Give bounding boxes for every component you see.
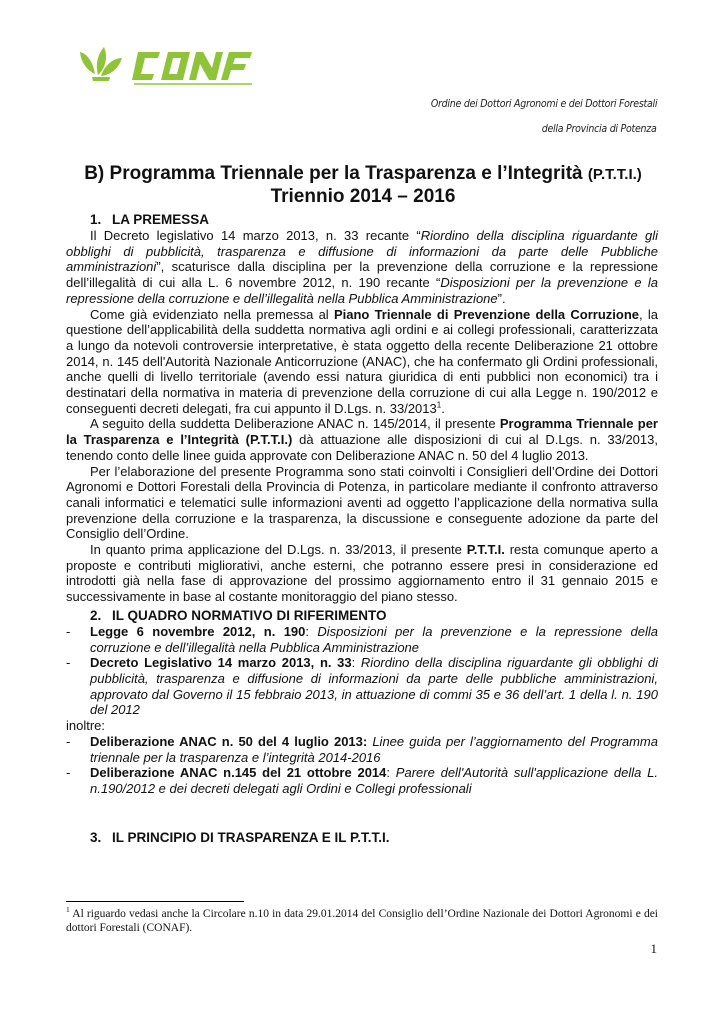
list-item: - Deliberazione ANAC n.145 del 21 ottobre 2014: Parere dell'Autorità sull'applicazione della L. n.190/2012 e dei decreti delegati agli Ordini e Collegi professionali [66, 765, 658, 796]
section-heading-3: 3. IL PRINCIPIO DI TRASPARENZA E IL P.T.T.I. [90, 829, 390, 845]
paragraph-5: In quanto prima applicazione del D.Lgs. n. 33/2013, il presente P.T.T.I. resta comunque aperto a proposte e contributi migliorativi, anche esterni, che potranno essere presi in considerazione ed introdotti già nella fase di approvazione del prossimo aggiornamento entro il 31 gennaio 2015 e successivamente in base al costante monitoraggio del piano stesso. [66, 542, 658, 605]
paragraph-2: Come già evidenziato nella premessa al Piano Triennale di Prevenzione della Corruzione, la questione dell’applicabilità della suddetta normativa agli ordini e ai collegi professionali, caratterizzata a lungo da notevoli controversie interpretative, è stata oggetto della recente Deliberazione 21 ottobre 2014, n. 145 dell'Autorità Nazionale Anticorruzione (ANAC), che ha confermato gli Ordini professionali, anche quelli di livello territoriale (avendo essi natura giuridica di enti pubblici non economici) tra i destinatari della normativa in materia di prevenzione della corruzione di cui alla Legge n. 190/2012 e conseguenti decreti delegati, fra cui appunto il D.Lgs. n. 33/2013$^1$. [66, 306, 658, 416]
footnote-mark: 1 [66, 905, 70, 915]
paragraph-3: A seguito della suddetta Deliberazione ANAC n. 145/2014, il presente Programma Triennale per la Trasparenza e l’Integrità (P.T.T.I.) dà attuazione alle disposizioni di cui al D.Lgs. n. 33/2013, tenendo conto delle linee guida approvate con Deliberazione ANAC n. 50 del 4 luglio 2013. [66, 416, 658, 463]
footnote [66, 907, 658, 935]
footnote-text: Al riguardo vedasi anche la Circolare n.10 in data 29.01.2014 del Consiglio dell’Ordine Nazionale dei Dottori Agronomi e dei dottori Forestali (CONAF). [66, 908, 658, 934]
deliberation-list [66, 734, 658, 797]
list-item: - Legge 6 novembre 2012, n. 190: Disposizioni per la prevenzione e la repressione della corruzione e dell’illegalità nella Pubblica Amministrazione [66, 623, 658, 655]
org-name-line2: della Provincia di Potenza [542, 122, 657, 135]
inoltre-label: inoltre: [66, 718, 106, 734]
title-abbr: (P.T.T.I.) [587, 166, 642, 183]
document-body [66, 212, 658, 846]
list-item: - Deliberazione ANAC n. 50 del 4 luglio 2013: Linee guida per l’aggiornamento del Programma triennale per la trasparenza e l’integrità 2014-2016 [66, 733, 658, 765]
title-main: B) Programma Triennale per la Trasparenza e l’Integrità [84, 163, 588, 184]
org-name-line1: Ordine dei Dottori Agronomi e dei Dottori Forestali [430, 97, 657, 110]
footnote-ref[interactable]: 1 [436, 400, 442, 410]
section-heading-1: 1. LA PREMESSA [90, 212, 210, 227]
document-title [66, 163, 660, 208]
page-number: 1 [650, 941, 657, 956]
title-line1 [66, 163, 660, 186]
paragraph-1: Il Decreto legislativo 14 marzo 2013, n. 33 recante “Riordino della disciplina riguardante gli obblighi di pubblicità, trasparenza e diffusione di informazioni da parte delle Pubbliche amministrazioni”, scaturisce dalla disciplina per la prevenzione della corruzione e la repressione dell’illegalità di cui alla L. 6 novembre 2012, n. 190 recante “Disposizioni per la prevenzione e la repressione della corruzione e dell’illegalità nella Pubblica Amministrazione”. [66, 228, 659, 306]
list-item: - Decreto Legislativo 14 marzo 2013, n. 33: Riordino della disciplina riguardante gli obblighi di pubblicità, trasparenza e diffusione di informazioni da parte delle pubbliche amministrazioni, approvato dal Governo il 15 febbraio 2013, in attuazione di commi 35 e 36 dell’art. 1 della l. n. 190 del 2012 [66, 655, 658, 718]
law-list [66, 624, 658, 718]
footnote-divider [66, 901, 244, 902]
conaf-logo [76, 44, 254, 90]
paragraph-4: Per l’elaborazione del presente Programma sono stati coinvolti i Consiglieri dell’Ordine dei Dottori Agronomi e Dottori Forestali della Provincia di Potenza, in particolare mediante il confronto attraverso canali informatici e telematici sulle informazioni aventi ad oggetto l’applicazione della normativa sulla prevenzione della corruzione e la trasparenza, la discussione e conseguente adozione da parte del Consiglio dell’Ordine. [66, 463, 658, 542]
section-heading-2: 2. IL QUADRO NORMATIVO DI RIFERIMENTO [90, 607, 387, 623]
conaf-logo-icon [76, 44, 254, 90]
title-line2: Triennio 2014 – 2016 [270, 186, 456, 207]
